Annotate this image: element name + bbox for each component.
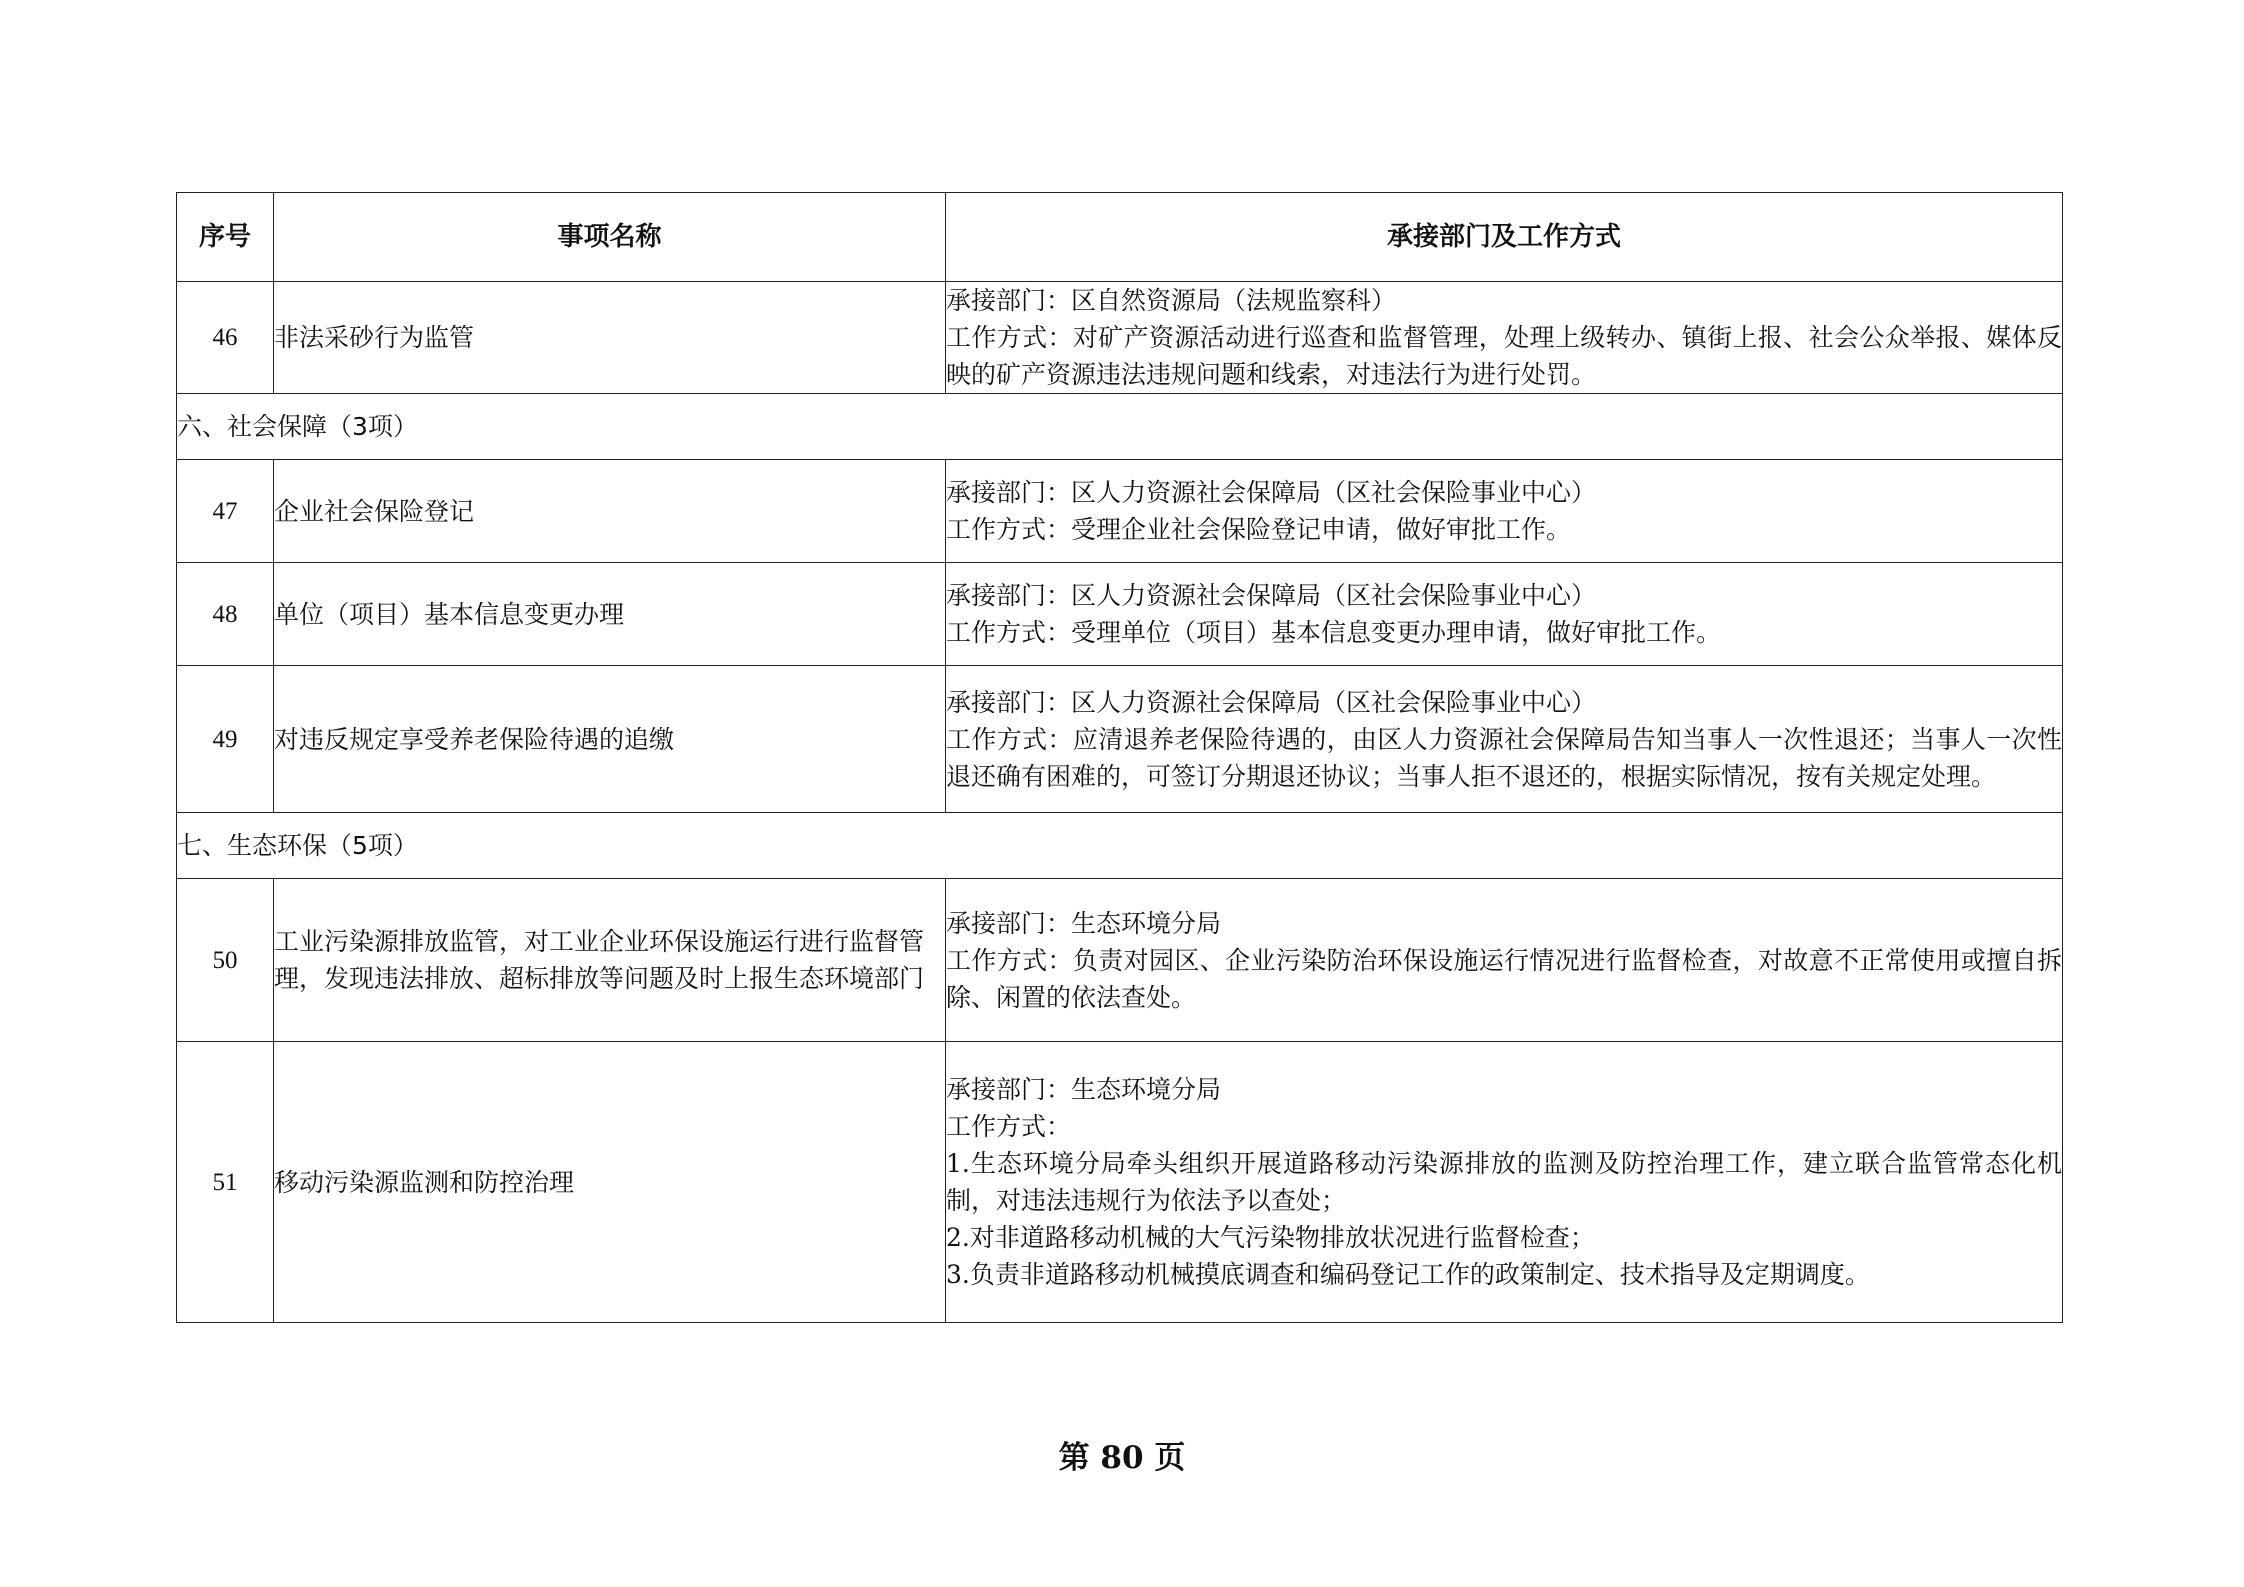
row-name: 移动污染源监测和防控治理 [274,1042,946,1323]
table-row [177,563,2063,666]
page-number: 第 80 页 [1058,1440,1186,1476]
section-row [177,813,2063,879]
row-name: 企业社会保险登记 [274,460,946,563]
table-header-row [177,193,2063,282]
desc-line: 2.对非道路移动机械的大气污染物排放状况进行监督检查； [946,1223,1595,1252]
desc-line: 工作方式：负责对园区、企业污染防治环保设施运行情况进行监督检查，对故意不正常使用或擅自拆除、闲置的依法查处。 [946,945,2062,1012]
row-desc [946,1042,2063,1323]
table-row [177,1042,2063,1323]
desc-line: 承接部门：区自然资源局（法规监察科） [946,286,1397,315]
row-name: 单位（项目）基本信息变更办理 [274,563,946,666]
desc-line: 3.负责非道路移动机械摸底调查和编码登记工作的政策制定、技术指导及定期调度。 [946,1260,1870,1289]
desc-line: 承接部门：区人力资源社会保障局（区社会保险事业中心） [946,687,1597,717]
row-no: 47 [177,460,274,563]
row-no: 51 [177,1042,274,1323]
row-name: 工业污染源排放监管，对工业企业环保设施运行进行监督管理，发现违法排放、超标排放等问题及时上报生态环境部门 [274,879,946,1042]
row-no: 48 [177,563,274,666]
row-name: 非法采砂行为监管 [274,282,946,394]
desc-line: 工作方式： [946,1112,1072,1141]
section-row [177,394,2063,460]
header-dept: 承接部门及工作方式 [946,193,2063,282]
row-desc [946,879,2063,1042]
table-row [177,282,2063,394]
table-row [177,460,2063,563]
matters-table [176,192,2063,1323]
desc-line: 工作方式：应清退养老保险待遇的，由区人力资源社会保障局告知当事人一次性退还；当事人一次性退还确有困难的，可签订分期退还协议；当事人拒不退还的，根据实际情况，按有关规定处理。 [946,724,2062,791]
row-desc [946,563,2063,666]
table-row [177,879,2063,1042]
desc-line: 工作方式：受理单位（项目）基本信息变更办理申请，做好审批工作。 [946,618,1722,647]
section-title-eco: 七、生态环保（5项） [177,813,2063,879]
row-no: 49 [177,666,274,813]
table-row [177,666,2063,813]
header-no: 序号 [177,193,274,282]
section-title-social: 六、社会保障（3项） [177,394,2063,460]
desc-line: 工作方式：对矿产资源活动进行巡查和监督管理，处理上级转办、镇街上报、社会公众举报、媒体反映的矿产资源违法违规问题和线索，对违法行为进行处罚。 [946,323,2062,389]
row-desc [946,460,2063,563]
row-no: 46 [177,282,274,394]
row-name: 对违反规定享受养老保险待遇的追缴 [274,666,946,813]
row-desc [946,282,2063,394]
desc-line: 承接部门：区人力资源社会保障局（区社会保险事业中心） [946,478,1597,507]
desc-line: 承接部门：生态环境分局 [946,1075,1222,1104]
desc-line: 1.生态环境分局牵头组织开展道路移动污染源排放的监测及防控治理工作，建立联合监管常态化机制，对违法违规行为依法予以查处； [946,1149,2062,1215]
desc-line: 承接部门：生态环境分局 [946,908,1222,938]
row-no: 50 [177,879,274,1042]
row-desc [946,666,2063,813]
desc-line: 承接部门：区人力资源社会保障局（区社会保险事业中心） [946,581,1597,610]
desc-line: 工作方式：受理企业社会保险登记申请，做好审批工作。 [946,515,1572,544]
header-name: 事项名称 [274,193,946,282]
